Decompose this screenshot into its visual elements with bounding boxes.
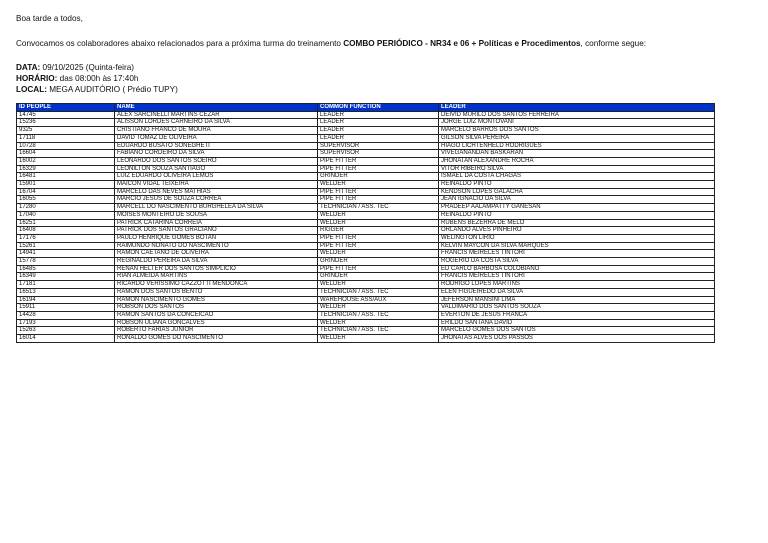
cell-function: PIPE FITTER: [318, 234, 439, 242]
date-value: 09/10/2025 (Quinta-feira): [40, 63, 135, 72]
column-header-leader: LEADER: [439, 104, 715, 112]
cell-name: FABIANO CORDEIRO DA SILVA: [115, 150, 318, 158]
cell-leader: VITOR RIBEIRO SILVA: [439, 165, 715, 173]
cell-name: ALISSON LORDES CARNEIRO DA SILVA: [115, 119, 318, 127]
cell-id: 17181: [17, 281, 115, 289]
cell-leader: ORLANDO ALVES PINHEIRO: [439, 227, 715, 235]
table-row: [17, 204, 715, 212]
table-row: [17, 273, 715, 281]
cell-id: 16251: [17, 219, 115, 227]
cell-leader: MARCELO GOMES DOS SANTOS: [439, 327, 715, 335]
time-label: HORÁRIO:: [16, 74, 58, 83]
cell-id: 16014: [17, 335, 115, 343]
cell-name: MARCELL DO NASCIMENTO BURGHELEA DA SILVA: [115, 204, 318, 212]
table-row: [17, 258, 715, 266]
cell-name: PATRICK DOS SANTOS GRACIANO: [115, 227, 318, 235]
cell-name: ROBSON ULIANA GONCALVES: [115, 319, 318, 327]
table-row: [17, 311, 715, 319]
cell-name: LEONILTON SOUZA SANTIAGO: [115, 165, 318, 173]
cell-leader: ROGERIO DA COSTA SILVA: [439, 258, 715, 266]
table-row: [17, 196, 715, 204]
cell-name: RAMON DOS SANTOS BENTO: [115, 288, 318, 296]
cell-id: 17176: [17, 234, 115, 242]
cell-name: RAMON CAETANO DE OLIVEIRA: [115, 250, 318, 258]
cell-id: 17040: [17, 211, 115, 219]
cell-leader: GILSON SILVA PEREIRA: [439, 134, 715, 142]
cell-name: ROBERTO FARIAS JUNIOR: [115, 327, 318, 335]
intro-prefix: Convocamos os colaboradores abaixo relacionados para a próxima turma do treinamento: [16, 39, 344, 48]
cell-leader: ELEN FIGUEIREDO DA SILVA: [439, 288, 715, 296]
cell-leader: ED CARLO BARBOSA COLOBIANO: [439, 265, 715, 273]
cell-name: LEONARDO DOS SANTOS SOEIRO: [115, 157, 318, 165]
cell-name: PATRICK CATARINA CORREIA: [115, 219, 318, 227]
cell-name: MOISES MONTEIRO DE SOUSA: [115, 211, 318, 219]
intro-suffix: , conforme segue:: [580, 39, 647, 48]
cell-id: 16329: [17, 165, 115, 173]
cell-leader: HIAGO LICHTENHELD RODRIGUES: [439, 142, 715, 150]
cell-function: WELDER: [318, 304, 439, 312]
cell-name: PAULO HENRIQUE GOMES BOTAN: [115, 234, 318, 242]
cell-function: WAREHOUSE ASS/AUX: [318, 296, 439, 304]
cell-leader: DEIVID MURILO DOS SANTOS FERREIRA: [439, 111, 715, 119]
cell-leader: JORGE LUIZ MONTOVANI: [439, 119, 715, 127]
cell-function: PIPE FITTER: [318, 165, 439, 173]
table-row: [17, 157, 715, 165]
table-row: [17, 165, 715, 173]
cell-id: 17280: [17, 204, 115, 212]
date-label: DATA:: [16, 63, 41, 72]
cell-function: WELDER: [318, 335, 439, 343]
cell-name: MARCIO JESUS DE SOUZA CORREA: [115, 196, 318, 204]
cell-leader: JHONATAN ALEXANDRE ROCHA: [439, 157, 715, 165]
cell-id: 15261: [17, 242, 115, 250]
table-row: [17, 150, 715, 158]
cell-id: 16513: [17, 288, 115, 296]
cell-id: 16194: [17, 296, 115, 304]
cell-name: MARCELO DAS NEVES MATHIAS: [115, 188, 318, 196]
cell-function: WELDER: [318, 219, 439, 227]
cell-leader: WELINGTON LIRIO: [439, 234, 715, 242]
cell-function: WELDER: [318, 181, 439, 189]
cell-id: 16002: [17, 157, 115, 165]
table-row: [17, 188, 715, 196]
cell-leader: REINALDO PINTO: [439, 181, 715, 189]
time-line: [16, 73, 716, 84]
cell-name: MAICON VIDAL TEIXEIRA: [115, 181, 318, 189]
cell-name: RAIMUNDO NONATO DO NASCIMENTO: [115, 242, 318, 250]
cell-leader: ERILDO SANTANA DAVID: [439, 319, 715, 327]
table-body: [17, 111, 715, 342]
table-row: [17, 304, 715, 312]
date-line: [16, 62, 716, 73]
cell-function: PIPE FITTER: [318, 265, 439, 273]
cell-function: PIPE FITTER: [318, 188, 439, 196]
column-header-function: COMMON FUNCTION: [318, 104, 439, 112]
cell-name: RENAN HELTER DOS SANTOS SIMPLICIO: [115, 265, 318, 273]
cell-function: SUPERVISOR: [318, 142, 439, 150]
cell-name: ROBSON DOS SANTOS: [115, 304, 318, 312]
cell-function: TECHNICIAN / ASS. TEC: [318, 204, 439, 212]
cell-function: TECHNICIAN / ASS. TEC: [318, 327, 439, 335]
cell-id: 16349: [17, 273, 115, 281]
cell-name: CRISTIANO FRANCO DE MOURA: [115, 127, 318, 135]
cell-id: 15236: [17, 119, 115, 127]
table-row: [17, 119, 715, 127]
cell-name: RAMON NASCIMENTO GOMES: [115, 296, 318, 304]
cell-function: WELDER: [318, 319, 439, 327]
cell-function: LEADER: [318, 127, 439, 135]
table-row: [17, 211, 715, 219]
table-row: [17, 111, 715, 119]
table-row: [17, 281, 715, 289]
cell-id: 16704: [17, 188, 115, 196]
cell-leader: VALDIMARIO DOS SANTOS SOUZA: [439, 304, 715, 312]
time-value: das 08:00h às 17:40h: [57, 74, 139, 83]
cell-id: 15911: [17, 304, 115, 312]
cell-function: PIPE FITTER: [318, 157, 439, 165]
cell-function: LEADER: [318, 134, 439, 142]
table-row: [17, 319, 715, 327]
column-header-id: ID PEOPLE: [17, 104, 115, 112]
cell-name: LUIZ EDUARDO OLIVEIRA LEMOS: [115, 173, 318, 181]
attendee-table: [16, 103, 715, 343]
cell-function: GRINDER: [318, 273, 439, 281]
table-row: [17, 234, 715, 242]
cell-id: 15901: [17, 181, 115, 189]
cell-function: GRINDER: [318, 258, 439, 266]
table-row: [17, 127, 715, 135]
cell-id: 16408: [17, 227, 115, 235]
cell-name: EDUARDO BUSATO SONEGHETI: [115, 142, 318, 150]
cell-id: 17193: [17, 319, 115, 327]
cell-name: ALEX SARCINELLI MARTINS CEZAR: [115, 111, 318, 119]
cell-id: 16481: [17, 173, 115, 181]
table-row: [17, 327, 715, 335]
training-name: COMBO PERIÓDICO - NR34 e 06 + Políticas e Procedimentos: [343, 39, 581, 48]
table-row: [17, 227, 715, 235]
cell-id: 9325: [17, 127, 115, 135]
cell-function: TECHNICIAN / ASS. TEC: [318, 288, 439, 296]
cell-id: 17118: [17, 134, 115, 142]
cell-name: RONALDO GOMES DO NASCIMENTO: [115, 335, 318, 343]
table-header-row: [17, 104, 715, 112]
cell-leader: PRADEEP AALAMPATTY GANESAN: [439, 204, 715, 212]
cell-leader: VIVEGANANDAN BASKARAN: [439, 150, 715, 158]
place-line: [16, 84, 716, 95]
cell-leader: FRANCIS MEIRELES TINTORI: [439, 250, 715, 258]
email-body: [16, 13, 716, 343]
cell-leader: RUBENS BEZERRA DE MELO: [439, 219, 715, 227]
cell-id: 16055: [17, 196, 115, 204]
cell-function: TECHNICIAN / ASS. TEC: [318, 311, 439, 319]
cell-id: 15263: [17, 327, 115, 335]
cell-function: LEADER: [318, 119, 439, 127]
intro-paragraph: [16, 38, 716, 49]
cell-name: RIAN ALMEIDA MARTINS: [115, 273, 318, 281]
cell-name: RICARDO VERISSIMO CAZZOTTI MENDONCA: [115, 281, 318, 289]
cell-leader: RODRIGO LOPES MARTINS: [439, 281, 715, 289]
table-row: [17, 134, 715, 142]
table-row: [17, 181, 715, 189]
cell-leader: REINALDO PINTO: [439, 211, 715, 219]
cell-leader: JEAN IGNACIO DA SILVA: [439, 196, 715, 204]
table-row: [17, 250, 715, 258]
cell-id: 16604: [17, 150, 115, 158]
table-row: [17, 296, 715, 304]
cell-id: 15778: [17, 258, 115, 266]
cell-leader: JEFERSON MANSINI LIMA: [439, 296, 715, 304]
table-row: [17, 335, 715, 343]
cell-function: LEADER: [318, 111, 439, 119]
cell-function: SUPERVISOR: [318, 150, 439, 158]
table-row: [17, 219, 715, 227]
table-row: [17, 265, 715, 273]
cell-id: 16485: [17, 265, 115, 273]
greeting: Boa tarde a todos,: [16, 14, 83, 23]
cell-name: REGINALDO PEREIRA DA SILVA: [115, 258, 318, 266]
cell-leader: EVERTON DE JESUS FRANCA: [439, 311, 715, 319]
cell-id: 14941: [17, 250, 115, 258]
table-row: [17, 142, 715, 150]
table-row: [17, 173, 715, 181]
cell-id: 10728: [17, 142, 115, 150]
cell-leader: KENDSON LOPES GALACHA: [439, 188, 715, 196]
place-label: LOCAL:: [16, 85, 47, 94]
cell-leader: ISMAEL DA COSTA CHAGAS: [439, 173, 715, 181]
cell-function: GRINDER: [318, 173, 439, 181]
cell-leader: JHONATAS ALVES DOS PASSOS: [439, 335, 715, 343]
cell-leader: FRANCIS MEIRELES TINTORI: [439, 273, 715, 281]
cell-function: WELDER: [318, 211, 439, 219]
cell-name: DAVID TOMAZ DE OLIVEIRA: [115, 134, 318, 142]
cell-function: PIPE FITTER: [318, 196, 439, 204]
cell-function: RIGGER: [318, 227, 439, 235]
place-value: MEGA AUDITÓRIO ( Prédio TUPY): [46, 85, 178, 94]
table-row: [17, 242, 715, 250]
cell-leader: MARCELO BARROS DOS SANTOS: [439, 127, 715, 135]
cell-id: 14428: [17, 311, 115, 319]
column-header-name: NAME: [115, 104, 318, 112]
table-row: [17, 288, 715, 296]
cell-name: RAMON SANTOS DA CONCEICAO: [115, 311, 318, 319]
cell-function: PIPE FITTER: [318, 242, 439, 250]
cell-leader: KELVIN MAYCON DA SILVA MARQUES: [439, 242, 715, 250]
cell-function: WELDER: [318, 281, 439, 289]
cell-id: 14745: [17, 111, 115, 119]
cell-function: WELDER: [318, 250, 439, 258]
